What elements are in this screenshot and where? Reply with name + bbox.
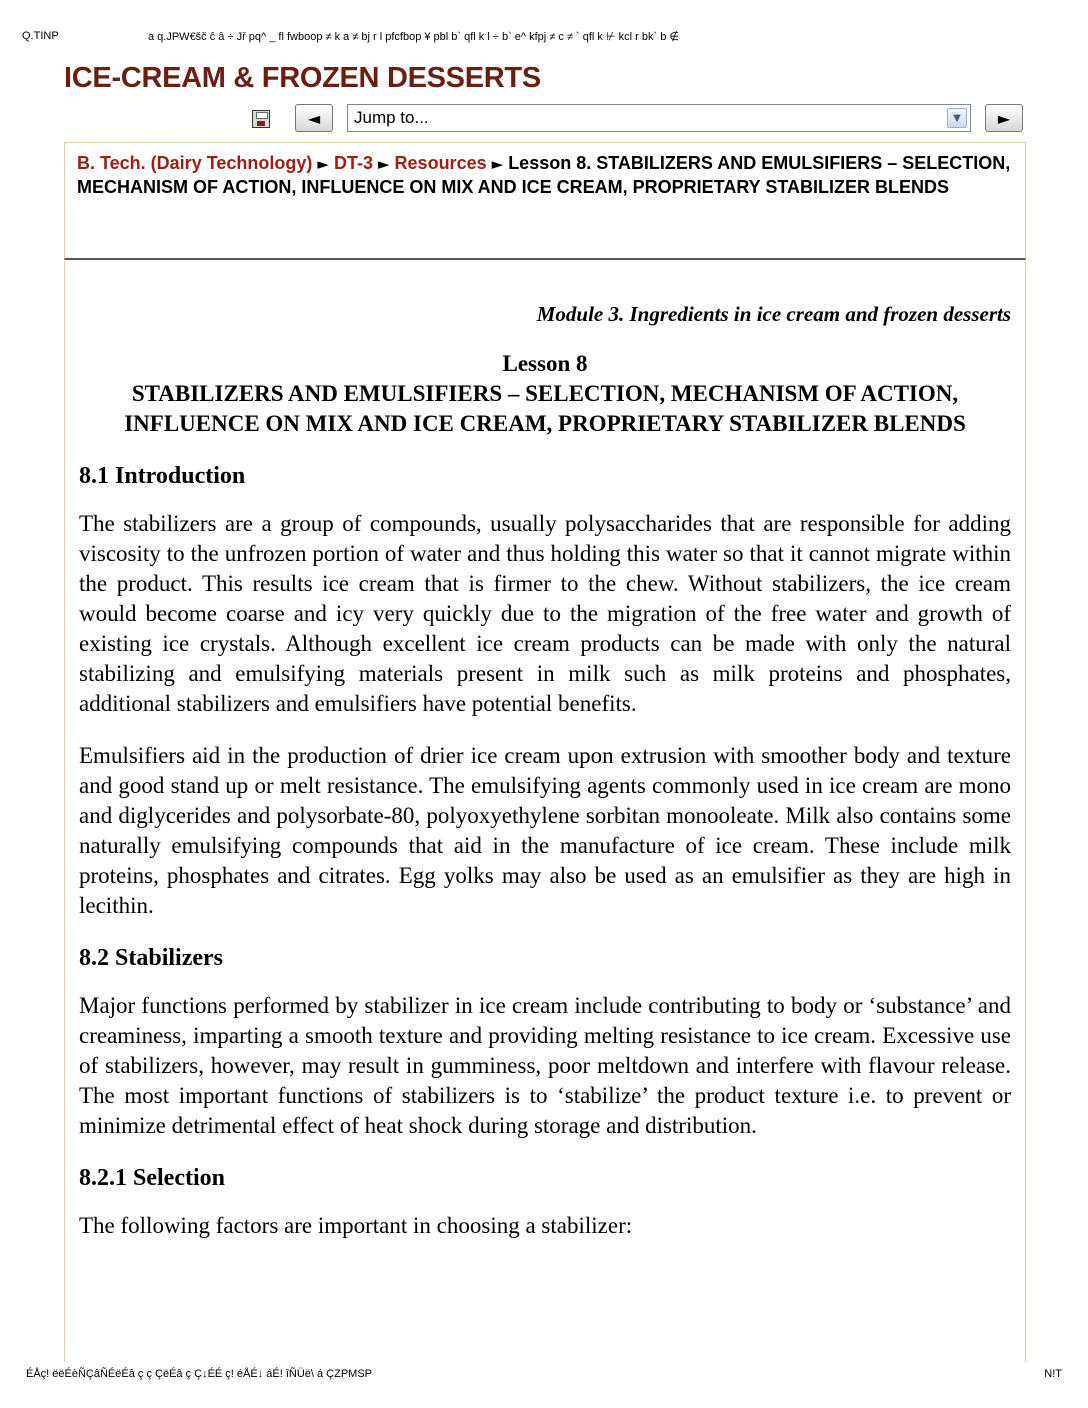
arrow-right-icon: ► <box>997 108 1011 128</box>
section-heading-stabilizers: 8.2 Stabilizers <box>79 945 223 971</box>
page-footer-url: ÉÅç! ëëÉèÑÇâÑÉëÉâ ç ç ÇëÉâ ç Ç↓ÉÉ ç! éÅÉ↓ áÉ! îÑÜë\ á ÇZPMSP <box>26 1368 373 1380</box>
breadcrumb-link-resources[interactable]: Resources <box>394 153 487 173</box>
breadcrumb-link-course[interactable]: DT-3 <box>333 153 373 173</box>
paragraph-stabilizers: Major functions performed by stabilizer in ice cream include contributing to body or ‘substance’ and creaminess, imparting a smooth texture and providing melting resistance to ice cream. Excessive use of stabilizers, however, may result in gumminess, poor meltdown and interfere with flavour release. The most important functions of stabilizers is to ‘stabilize’ the product texture i.e. to prevent or minimize detrimental effect of heat shock during storage and distribution. <box>79 993 1011 1138</box>
section-heading-introduction: 8.1 Introduction <box>79 463 246 489</box>
paragraph-introduction-1: The stabilizers are a group of compounds, usually polysaccharides that are responsible for adding viscosity to the unfrozen portion of water and thus holding this water so that it cannot migrate within the product. This results ice cream that is firmer to the chew. Without stabilizers, the ice cream would become coarse and icy very quickly due to the migration of the free water and growth of existing ice crystals. Although excellent ice cream products can be made with only the natural stabilizing and emulsifying materials present in milk such as milk proteins and phosphates, additional stabilizers and emulsifiers have potential benefits. <box>79 511 1011 716</box>
lesson-heading <box>79 349 1011 439</box>
page-header-left: Q.TINP <box>22 30 59 42</box>
breadcrumb <box>64 142 1026 260</box>
page-footer-number: N!T <box>1044 1368 1062 1380</box>
breadcrumb-link-program[interactable]: B. Tech. (Dairy Technology) <box>77 153 313 173</box>
save-disk-icon[interactable] <box>252 110 270 128</box>
navigation-bar <box>252 102 1024 134</box>
breadcrumb-current: Lesson 8. STABILIZERS AND EMULSIFIERS – SELECTION, MECHANISM OF ACTION, INFLUENCE ON MIX AND ICE CREAM, PROPRIETARY STABILIZER BLENDS <box>77 153 1011 197</box>
lesson-title: STABILIZERS AND EMULSIFIERS – SELECTION, MECHANISM OF ACTION, INFLUENCE ON MIX AND ICE CREAM, PROPRIETARY STABILIZER BLENDS <box>124 381 966 436</box>
lesson-number: Lesson 8 <box>502 351 588 376</box>
section-heading-selection: 8.2.1 Selection <box>79 1165 225 1191</box>
site-title: ICE-CREAM & FROZEN DESSERTS <box>64 62 541 94</box>
breadcrumb-separator-icon: ► <box>317 155 329 173</box>
breadcrumb-separator-icon: ► <box>491 155 504 173</box>
breadcrumb-separator-icon: ► <box>377 155 390 173</box>
module-label: Module 3. Ingredients in ice cream and frozen desserts <box>536 302 1011 326</box>
jump-to-select[interactable] <box>347 104 971 132</box>
jump-to-value: Jump to... <box>354 108 429 127</box>
next-button[interactable] <box>985 104 1023 132</box>
previous-button[interactable] <box>295 104 333 132</box>
chevron-down-icon[interactable]: ▼ <box>947 108 967 128</box>
paragraph-selection: The following factors are important in choosing a stabilizer: <box>79 1213 633 1238</box>
lesson-content <box>64 262 1026 1362</box>
arrow-left-icon: ◄ <box>307 108 321 128</box>
paragraph-introduction-2: Emulsifiers aid in the production of drier ice cream upon extrusion with smoother body and texture and good stand up or melt resistance. The emulsifying agents commonly used in ice cream are mono and diglycerides and polysorbate-80, polyoxyethylene sorbitan monooleate. Milk also contains some naturally emulsifying compounds that aid in the manufacture of ice cream. These include milk proteins, phosphates and citrates. Egg yolks may also be used as an emulsifier as they are high in lecithin. <box>79 743 1011 918</box>
page-header-title: a q.JPW€šč ĉ â ÷ Jř pq^ _ fl fwboop ≠ k a ≠ bj r l pfcfbop ¥ pbl b` qfl k l ÷ b` e^ kfpj ≠ c ≠ ` qfl k ⊬ kcl r bk` b ∉ <box>148 31 679 43</box>
